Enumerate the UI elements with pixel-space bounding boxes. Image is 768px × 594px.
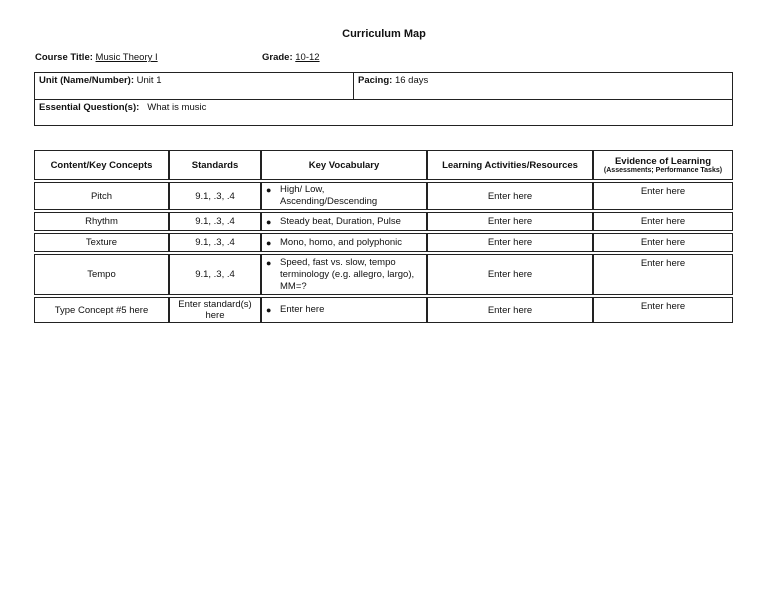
- unit-value: Unit 1: [136, 75, 162, 86]
- standards-cell: 9.1, .3, .4: [169, 233, 261, 252]
- grade-value: 10-12: [295, 52, 320, 63]
- table-row: [34, 233, 733, 252]
- header-standards: Standards: [169, 150, 261, 180]
- standards-cell: 9.1, .3, .4: [169, 254, 261, 295]
- course-title-value: Music Theory I: [95, 52, 158, 63]
- vocabulary-cell: [261, 212, 427, 231]
- bullet-icon: ●: [266, 185, 272, 195]
- concept-cell: Rhythm: [34, 212, 169, 231]
- concept-cell: Texture: [34, 233, 169, 252]
- evidence-cell: Enter here: [593, 297, 733, 323]
- header-concepts: Content/Key Concepts: [34, 150, 169, 180]
- header-activities: Learning Activities/Resources: [427, 150, 593, 180]
- essential-question-value: What is music: [147, 102, 207, 113]
- vocabulary-text: Steady beat, Duration, Pulse: [280, 215, 401, 227]
- bullet-icon: ●: [266, 237, 272, 248]
- table-header-row: [34, 150, 733, 180]
- standards-cell: Enter standard(s) here: [169, 297, 261, 323]
- table-row: [34, 254, 733, 295]
- pacing-cell: [354, 73, 733, 100]
- vocabulary-cell: [261, 254, 427, 295]
- vocabulary-text: Speed, fast vs. slow, tempo terminology (e.g. allegro, largo), MM=?: [280, 256, 415, 292]
- grade-label: Grade:: [262, 52, 293, 63]
- unit-label: Unit (Name/Number):: [39, 75, 135, 86]
- bullet-icon: ●: [266, 305, 272, 315]
- curriculum-table: [34, 148, 733, 325]
- header-evidence-title: Evidence of Learning: [614, 156, 712, 167]
- pacing-value: 16 days: [394, 75, 429, 86]
- pacing-label: Pacing:: [358, 75, 393, 86]
- course-title-label: Course Title:: [35, 52, 93, 63]
- activities-cell: Enter here: [427, 212, 593, 231]
- activities-cell: Enter here: [427, 254, 593, 295]
- table-row: [34, 182, 733, 210]
- page-title: Curriculum Map: [342, 28, 426, 40]
- vocabulary-text: High/ Low, Ascending/Descending: [280, 184, 378, 207]
- vocabulary-cell: [261, 297, 427, 323]
- unit-cell: [35, 73, 354, 100]
- activities-cell: Enter here: [427, 182, 593, 210]
- essential-question-label: Essential Question(s):: [39, 102, 140, 113]
- evidence-cell: Enter here: [593, 254, 733, 295]
- concept-cell: Pitch: [34, 182, 169, 210]
- course-title-line: [35, 52, 158, 63]
- evidence-cell: Enter here: [593, 233, 733, 252]
- bullet-icon: ●: [266, 257, 272, 268]
- unit-info-table: [34, 72, 733, 126]
- vocabulary-cell: [261, 182, 427, 210]
- header-evidence: [593, 150, 733, 180]
- vocabulary-text: Enter here: [280, 304, 325, 315]
- evidence-cell: Enter here: [593, 182, 733, 210]
- standards-cell: 9.1, .3, .4: [169, 182, 261, 210]
- evidence-cell: Enter here: [593, 212, 733, 231]
- grade-line: [262, 52, 320, 63]
- header-vocabulary: Key Vocabulary: [261, 150, 427, 180]
- bullet-icon: ●: [266, 216, 272, 227]
- concept-cell: Type Concept #5 here: [34, 297, 169, 323]
- vocabulary-text: Mono, homo, and polyphonic: [280, 236, 402, 248]
- table-row: [34, 297, 733, 323]
- activities-cell: Enter here: [427, 297, 593, 323]
- concept-cell: Tempo: [34, 254, 169, 295]
- table-row: [34, 212, 733, 231]
- header-evidence-subtitle: (Assessments; Performance Tasks): [603, 167, 723, 174]
- essential-question-cell: [35, 100, 733, 126]
- standards-cell: 9.1, .3, .4: [169, 212, 261, 231]
- vocabulary-cell: [261, 233, 427, 252]
- activities-cell: Enter here: [427, 233, 593, 252]
